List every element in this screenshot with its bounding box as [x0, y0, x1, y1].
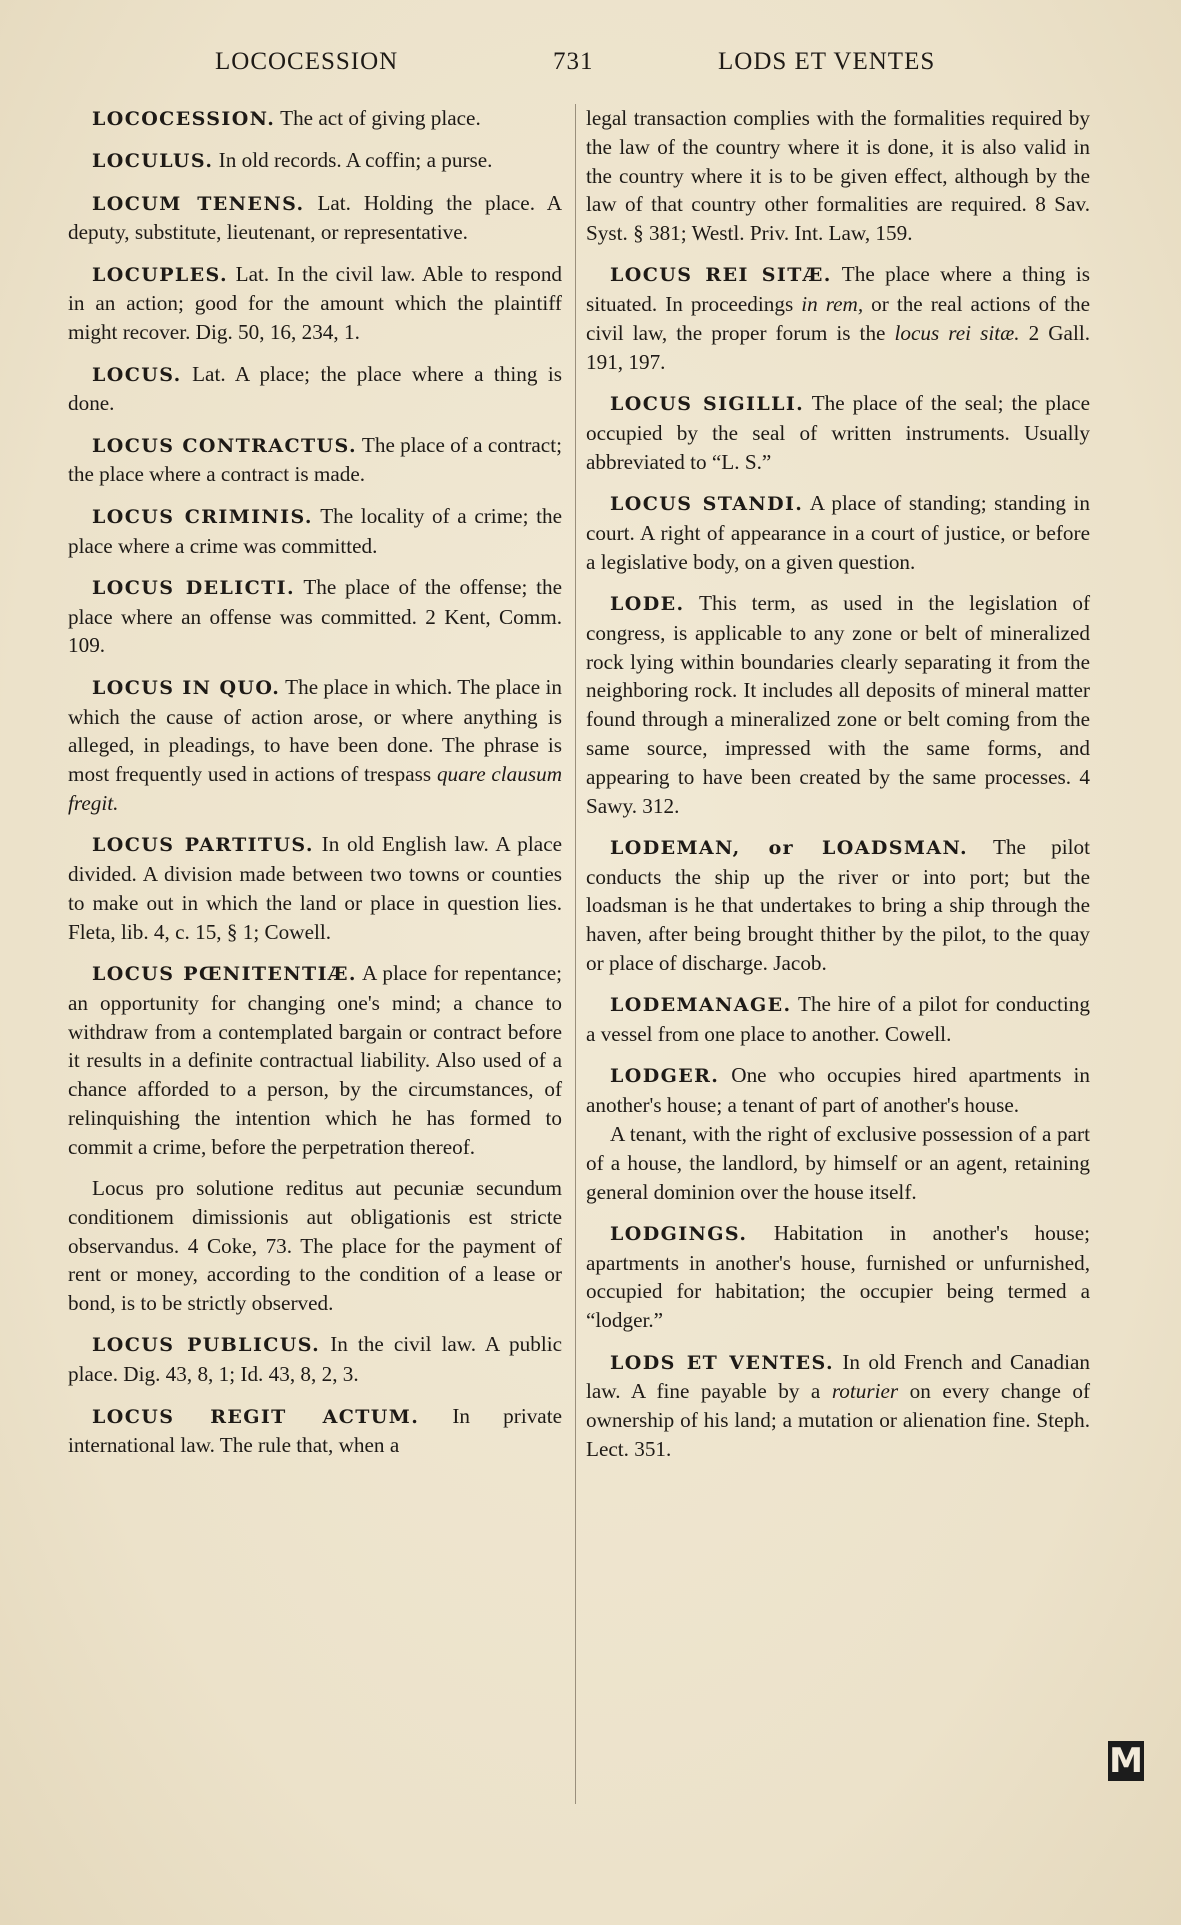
entry-headword: LOCUS REI SITÆ. — [610, 264, 832, 287]
dictionary-entry — [586, 104, 1090, 248]
entry-definition: In old English law. A place divided. A division made between two towns or counties to make out in which the land or place in question lies. Fleta, lib. 4, c. 15, § 1; Cowell. — [68, 832, 562, 944]
right-column — [586, 104, 1090, 1476]
entry-headword: LODEMANAGE. — [610, 994, 792, 1017]
entry-definition: The place of the seal; the place occupied by the seal of written instruments. Usually abbreviated to “L. S.” — [586, 391, 1090, 474]
entry-headword: LOCOCESSION. — [92, 108, 276, 130]
dictionary-entry — [68, 573, 562, 660]
running-head — [0, 48, 1181, 82]
entry-headword: LOCUS DELICTI. — [92, 576, 295, 599]
dictionary-entry — [68, 104, 562, 134]
entry-headword: LOCUS PARTITUS. — [92, 834, 314, 857]
dictionary-entry — [586, 1061, 1090, 1206]
dictionary-entry — [68, 1174, 562, 1318]
entry-headword: LOCUS STANDI. — [610, 493, 804, 516]
entry-headword: LOCUM TENENS. — [92, 192, 305, 215]
entry-headword: LODGER. — [610, 1065, 720, 1088]
entry-definition: 2 Gall. 191, 197. — [586, 321, 1091, 374]
entry-definition: The hire of a pilot for conducting a vessel from one place to another. Cowell. — [586, 992, 1090, 1047]
entry-headword: LOCUS PŒNITENTIÆ. — [92, 962, 357, 985]
entry-definition: Locus pro solutione reditus aut pecuniæ secundum conditionem dimissionis aut obligationis est stricte observandus. 4 Coke, 73. The place for the payment of rent or money, according to the condition of a lease or bond, is to be strictly observed. — [68, 1176, 562, 1316]
entry-headword: LODE. — [610, 592, 685, 615]
left-column — [68, 104, 562, 1473]
entry-headword: LOCUS REGIT ACTUM. — [92, 1405, 420, 1428]
thumb-index-tab: M — [1109, 1741, 1143, 1781]
entry-definition: legal transaction complies with the formalities required by the law of the country where it is done, it is also valid in the country where it is to be given effect, although by the law of that country other formalities are required. 8 Sav. Syst. § 381; Westl. Priv. Int. Law, 159. — [586, 106, 1090, 246]
dictionary-entry — [586, 389, 1090, 476]
dictionary-entry — [586, 489, 1090, 576]
entry-definition: In old French and Canadian law. A fine payable by a — [586, 1349, 1091, 1404]
dictionary-entry — [68, 431, 562, 490]
entry-headword: LOCUS CRIMINIS. — [92, 505, 313, 528]
dictionary-entry — [68, 502, 562, 561]
entry-headword: LODGINGS. — [610, 1222, 748, 1245]
dictionary-entry — [586, 589, 1090, 820]
dictionary-entry — [586, 260, 1090, 376]
entry-italic-term: roturier — [831, 1379, 899, 1404]
entry-definition: Lat. A place; the place where a thing is done. — [68, 361, 563, 416]
page-number: 731 — [553, 48, 594, 75]
entry-headword: LODEMAN, or LOADSMAN. — [610, 836, 969, 859]
entry-headword: LOCUS PUBLICUS. — [92, 1334, 321, 1357]
entry-definition: The place where a thing is situated. In proceedings — [586, 262, 1090, 317]
entry-definition: The place in which. The place in which the cause of action arose, or where anything is alleged, in pleadings, to have been done. The phrase is most frequently used in actions of trespass — [68, 674, 562, 787]
dictionary-entry — [68, 673, 562, 818]
entry-headword: LOCUS IN QUO. — [92, 676, 281, 699]
dictionary-entry — [68, 146, 562, 176]
dictionary-entry — [68, 1330, 562, 1389]
dictionary-entry — [68, 189, 562, 248]
entry-definition: on every change of ownership of his land; a mutation or alienation fine. Steph. Lect. 351. — [586, 1379, 1091, 1461]
entry-definition: The act of giving place. — [280, 106, 481, 130]
entry-definition: The locality of a crime; the place where a crime was committed. — [68, 503, 563, 558]
dictionary-entry — [68, 360, 562, 419]
entry-definition: This term, as used in the legislation of congress, is applicable to any zone or belt of mineralized rock lying within boundaries clearly separating it from the neighboring rock. It includes all deposits of mineral matter found through a mineralized zone or belt coming from the same source, impressed with the same forms, and appearing to have been created by the same processes. 4 Sawy. 312. — [586, 590, 1091, 818]
entry-italic-term: in rem, — [801, 292, 864, 317]
entry-definition: The pilot conducts the ship up the river or into port; but the loadsman is he that undertakes to bring a ship through the haven, after being brought thither by the pilot, to the quay or place of discharge. Jacob. — [586, 834, 1090, 976]
entry-definition: A tenant, with the right of exclusive possession of a part of a house, the landlord, by himself or an agent, retaining general dominion over the house itself. — [586, 1122, 1090, 1204]
entry-italic-term: quare clausum fregit. — [68, 762, 563, 815]
entry-definition: One who occupies hired apartments in another's house; a tenant of part of another's house. — [586, 1063, 1090, 1118]
entry-definition: The place of the offense; the place where an offense was committed. 2 Kent, Comm. 109. — [68, 574, 562, 658]
entry-headword: LOCUS CONTRACTUS. — [92, 434, 357, 457]
header-right-guide-word: LODS ET VENTES — [718, 48, 936, 75]
header-left-guide-word: LOCOCESSION — [215, 48, 399, 75]
entry-definition: Lat. In the civil law. Able to respond in an action; good for the amount which the plaintiff might recover. Dig. 50, 16, 234, 1. — [68, 261, 563, 345]
dictionary-entry — [586, 833, 1090, 978]
entry-definition: A place of standing; standing in court. A right of appearance in a court of justice, or before a legislative body, on a given question. — [586, 491, 1091, 574]
entry-definition: The place of a contract; the place where a contract is made. — [68, 432, 562, 487]
entry-headword: LOCUS SIGILLI. — [610, 393, 805, 416]
dictionary-entry — [68, 830, 562, 946]
entry-definition: A place for repentance; an opportunity for changing one's mind; a chance to withdraw from a contemplated bargain or contract before it results in a definite contractual liability. Also used of a chance afforded to a person, by the circumstances, of relinquishing the intention which he has formed to commit a crime, before the perpetration thereof. — [68, 960, 562, 1159]
entry-definition: Habitation in another's house; apartments in another's house, furnished or unfurnished, occupied for habitation; the occupier being termed a “lodger.” — [586, 1220, 1090, 1333]
entry-definition: In old records. A coffin; a purse. — [218, 148, 493, 173]
entry-definition: In the civil law. A public place. Dig. 43, 8, 1; Id. 43, 8, 2, 3. — [68, 1332, 562, 1387]
entry-definition: or the real actions of the civil law, the proper forum is the — [586, 292, 1090, 346]
dictionary-entry — [586, 1219, 1090, 1335]
entry-headword: LODS ET VENTES. — [610, 1351, 834, 1374]
dictionary-entry — [586, 990, 1090, 1049]
dictionary-entry — [68, 959, 562, 1162]
entry-definition: Lat. Holding the place. A deputy, substitute, lieutenant, or representative. — [68, 190, 563, 245]
dictionary-entry — [586, 1348, 1090, 1464]
entry-headword: LOCULUS. — [92, 150, 214, 173]
entry-headword: LOCUS. — [92, 363, 182, 386]
column-divider — [575, 104, 576, 1804]
entry-italic-term: locus rei sitæ. — [894, 321, 1020, 346]
entry-definition: In private international law. The rule that, when a — [68, 1403, 563, 1458]
entry-headword: LOCUPLES. — [92, 263, 228, 286]
dictionary-entry — [68, 1402, 562, 1461]
dictionary-entry — [68, 260, 562, 347]
